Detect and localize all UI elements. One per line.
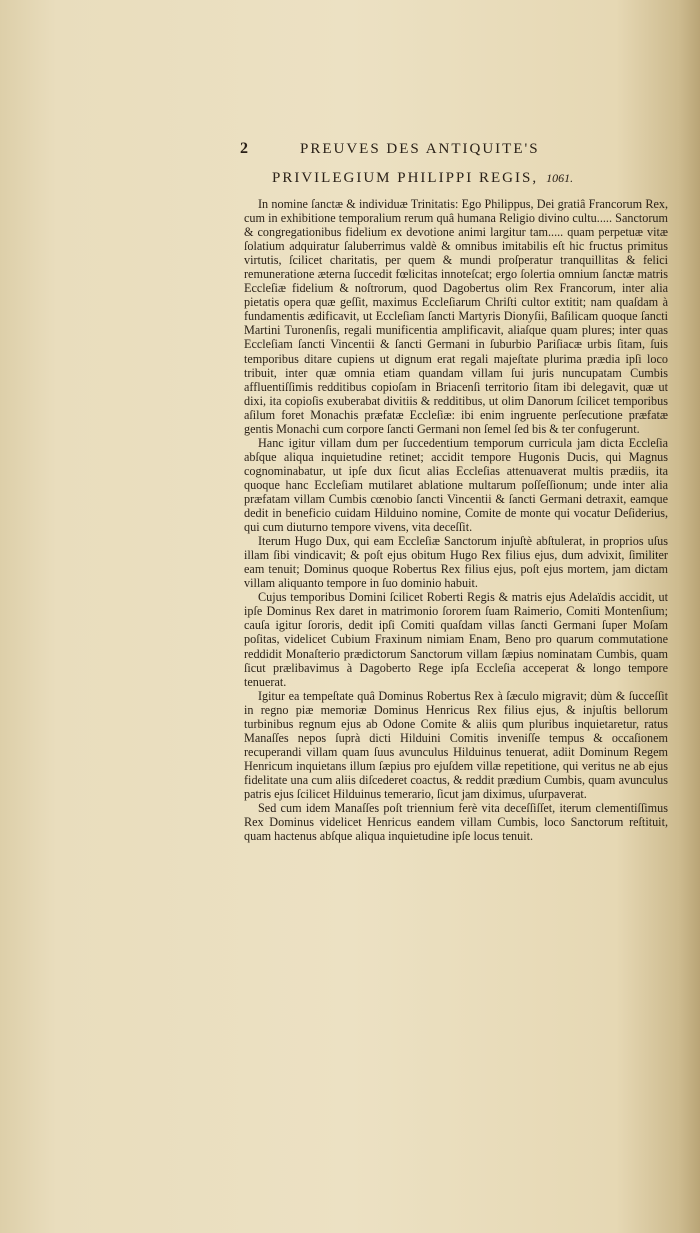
running-head: PREUVES DES ANTIQUITE'S [300, 141, 540, 157]
paragraph: Sed cum idem Manaſſes poſt triennium ferè vita deceſſiſſet, iterum clementiſſimus Rex Dominus videlicet Henricus eandem villam Cumbis, loco Sanctorum reſtituit, quam hactenus abſque aliqua inquietudine ipſe locus tenuit. [244, 801, 668, 844]
page-header [240, 140, 660, 158]
body-text [244, 197, 668, 843]
paragraph: In nomine ſanctæ & individuæ Trinitatis: Ego Philippus, Dei gratiâ Francorum Rex, cum in exhibitione temporalium rerum quâ humana Religio divino cultu..... Sanctorum & congregationibus fidelium ex devotione animi largitur tam..... quam perpetuæ vitæ ſolatium adquiratur ſaluberrimus valdè & omnibus imitabilis eſt hic fructus primitus virtutis, ſcilicet charitatis, per quem & mundi proſperatur tranquillitas & felici remuneratione æterna ſuccedit fœlicitas innoteſcat; ergo ſolertia omnium ſanctæ matris Eccleſiæ fidelium & noſtrorum, quod Dagobertus olim Rex Francorum, inter alia pietatis opera quæ geſſit, maximus Eccleſiarum Chriſti cultor extitit; nam quaſdam à fundamentis ædificavit, ut Eccleſiam ſancti Martyris Dionyſii, Baſilicam quoque ſancti Martini Turonenſis, regali munificentia amplificavit, aliaſque quam plures; inter quas Eccleſiam ſancti Vincentii & ſancti Germani in ſuburbio Pariſiacæ urbis ſitam, ſuis temporibus ditare cupiens ut dignum erat regali majeſtate plurima prædia ipſi loco tribuit, inter quæ omnia etiam quandam villam ſui juris nuncupatam Cumbis affluentiſſimis redditibus copioſam in Briacenſi territorio ſitam ibi delegavit, quæ ut dixi, ita copioſis exuberabat divitiis & redditibus, ut olim Danorum ſcilicet temporibus aſilum foret Monachis præfatæ Eccleſiæ: ibi enim ingruente perſecutione præfatæ gentis Monachi cum corpore ſancti Germani non ſemel ſed bis & ter confugerunt. [244, 197, 668, 436]
page-number: 2 [240, 140, 248, 157]
paragraph: Iterum Hugo Dux, qui eam Eccleſiæ Sanctorum injuſtè abſtulerat, in proprios uſus illam ſibi vindicavit; & poſt ejus obitum Hugo Rex filius ejus, dum advixit, ſimiliter eam tenuit; Dominus quoque Robertus Rex filius ejus, poſt ejus mortem, jam dictam villam aliquanto tempore in ſuo dominio habuit. [244, 534, 668, 591]
document-title-line [272, 170, 692, 187]
paragraph: Igitur ea tempeſtate quâ Dominus Robertus Rex à ſæculo migravit; dùm & ſucceſſit in regno piæ memoriæ Dominus Henricus Rex filius ejus, & injuſtis bellorum turbinibus regnum ejus ab Odone Comite & aliis qum pluribus inquietaretur, ratus Manaſſes nepos ſuprà dicti Hilduini Comitis inveniſſe tempus & occaſionem recuperandi villam quam ſuus avunculus Hilduinus tenuerat, adiit Dominum Regem Henricum inquietans illum ſæpius pro ejuſdem villæ repetitione, qui veritus ne ab ejus fidelitate una cum aliis diſcederet coactus, & reddit prædium Cumbis, quam avunculus patris ejus ſcilicet Hilduinus temerario, ſicut jam diximus, uſurpaverat. [244, 688, 668, 801]
paragraph: Hanc igitur villam dum per ſuccedentium temporum curricula jam dicta Eccleſia abſque aliqua inquietudine retinet; accidit tempore Hugonis Ducis, qui Magnus cognominabatur, ut ipſe dux ſicut alias Eccleſias attenuaverat multis prædiis, ita quoque hanc Eccleſiam mutilaret ablatione multarum poſſeſſionum; unde inter alia præfatam villam Cumbis cœnobio ſancti Vincentii & ſancti Germani detraxit, eamque dedit in beneficio cuidam Hilduino nomine, Comite de monte qui vocatur Deſiderius, qui cum diuturno tempore vivens, vita deceſſit. [244, 435, 668, 535]
document-year: 1061. [546, 171, 574, 185]
paragraph: Cujus temporibus Domini ſcilicet Roberti Regis & matris ejus Adelaïdis accidit, ut ipſe Dominus Rex daret in matrimonio ſororem ſuam Raimerio, Comiti Montenſium; cauſa igitur ſororis, dedit ipſi Comiti quaſdam villas ſancti Germani ſuper Moſam poſitas, videlicet Cubium Fraxinum nimiam Enam, Beno pro quarum commutatione reddidit Monaſterio prædictorum Sanctorum villam ſæpius nominatam Cumbis, quam ſicut prælibavimus à Dagoberto Rege ipſa Eccleſia acceperat & longo tempore tenuerat. [244, 590, 668, 689]
document-title: PRIVILEGIUM PHILIPPI REGIS, [272, 170, 539, 186]
